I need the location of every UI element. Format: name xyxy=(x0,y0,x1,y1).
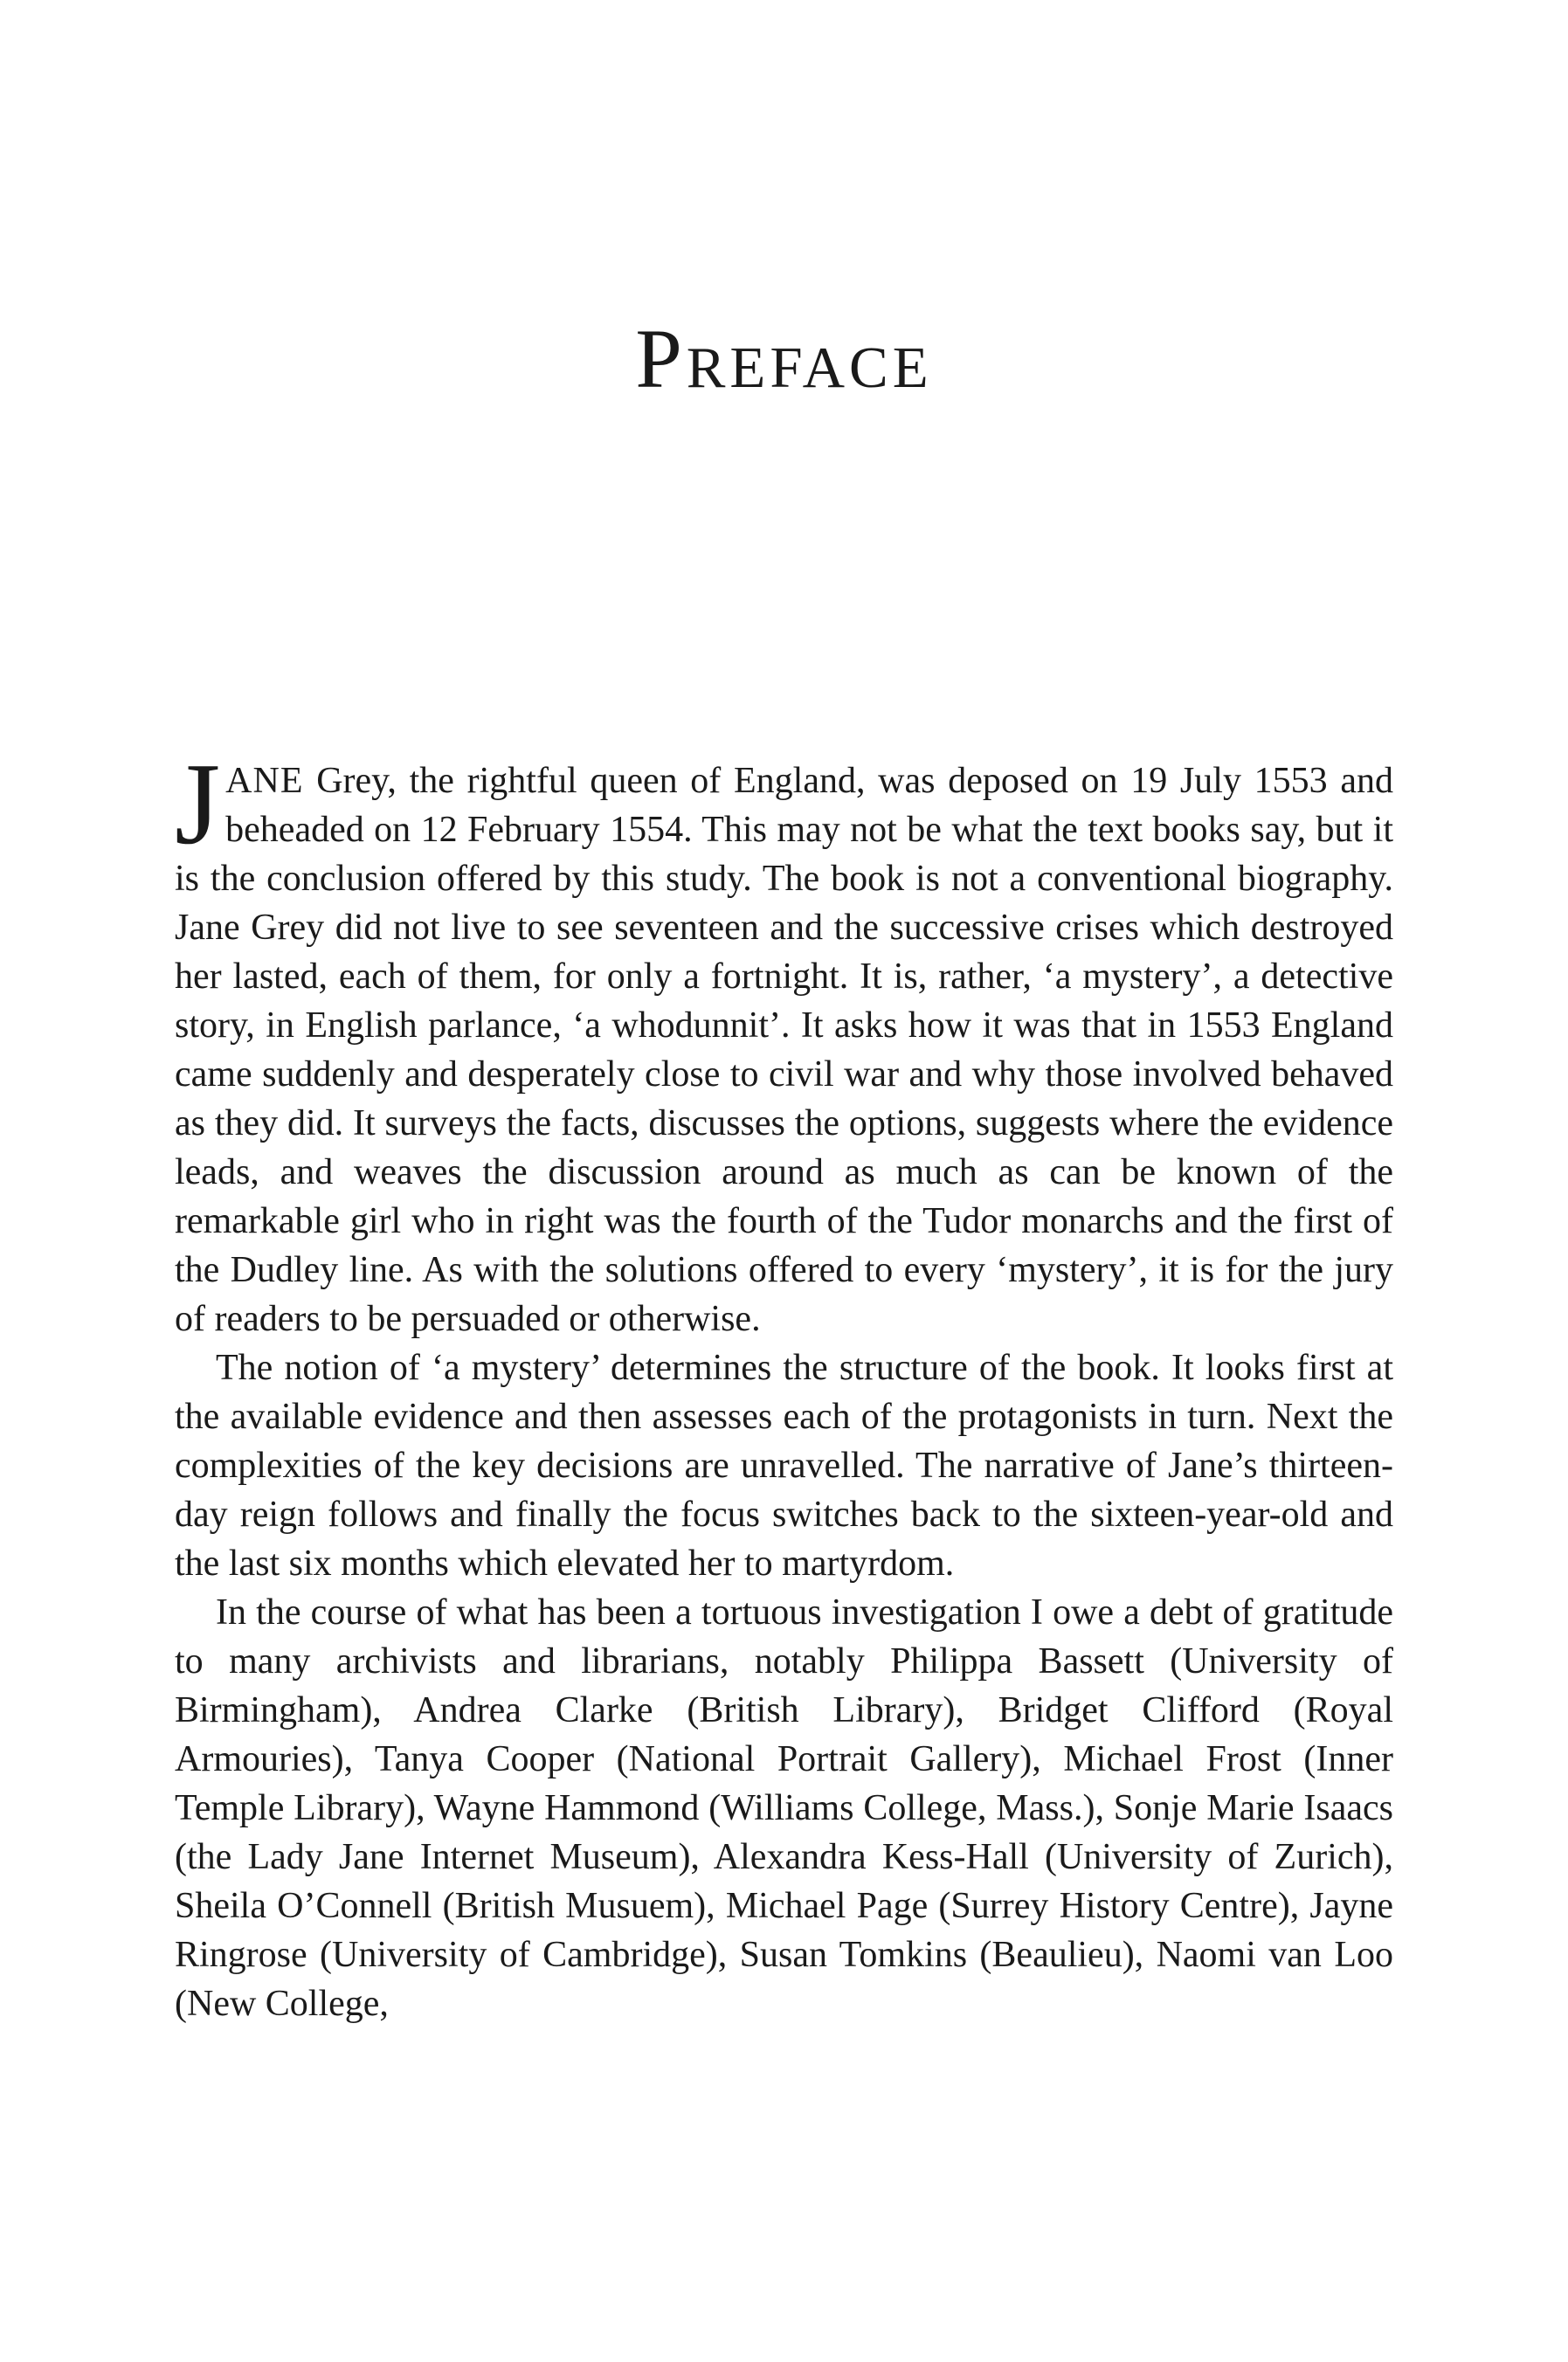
lead-caps: ANE xyxy=(225,761,304,801)
paragraph-2: The notion of ‘a mystery’ determines the structure of the book. It looks first at the available evidence and then assesses each of the protagonists in turn. Next the complexities of the key decisions are unravelled. The narrative of Jane’s thirteen-day reign follows and finally the focus switches back to the sixteen-year-old and the last six months which elevated her to martyrdom. xyxy=(175,1348,1393,1584)
drop-cap: J xyxy=(175,739,221,868)
paragraph-1-text: Grey, the rightful queen of England, was deposed on 19 July 1553 and beheaded on 12 February 1554. This may not be what the text books say, but it is the conclusion offered by this study. The book is not a conventional biography. Jane Grey did not live to see seventeen and the successive crises which destroyed her lasted, each of them, for only a fortnight. It is, rather, ‘a mystery’, a detective story, in English parlance, ‘a whodunnit’. It asks how it was that in 1553 England came suddenly and desperately close to civil war and why those involved behaved as they did. It surveys the facts, discusses the options, suggests where the evidence leads, and weaves the discussion around as much as can be known of the remarkable girl who in right was the fourth of the Tudor monarchs and the first of the Dudley line. As with the solutions offered to every ‘mystery’, it is for the jury of readers to be persuaded or otherwise. xyxy=(175,761,1393,1339)
paragraph-1 xyxy=(175,739,1393,1343)
body-text xyxy=(175,739,1393,2028)
paragraph-3: In the course of what has been a tortuous investigation I owe a debt of gratitude to many archivists and librarians, notably Philippa Bassett (University of Birmingham), Andrea Clarke (British Library), Bridget Clifford (Royal Armouries), Tanya Cooper (National Portrait Gallery), Michael Frost (Inner Temple Library), Wayne Hammond (Williams College, Mass.), Sonje Marie Isaacs (the Lady Jane Internet Museum), Alexandra Kess-Hall (University of Zurich), Sheila O’Connell (British Musuem), Michael Page (Surrey History Centre), Jayne Ringrose (University of Cambridge), Susan Tomkins (Beaulieu), Naomi van Loo (New College, xyxy=(175,1592,1393,2024)
page-title: Preface xyxy=(635,312,933,405)
